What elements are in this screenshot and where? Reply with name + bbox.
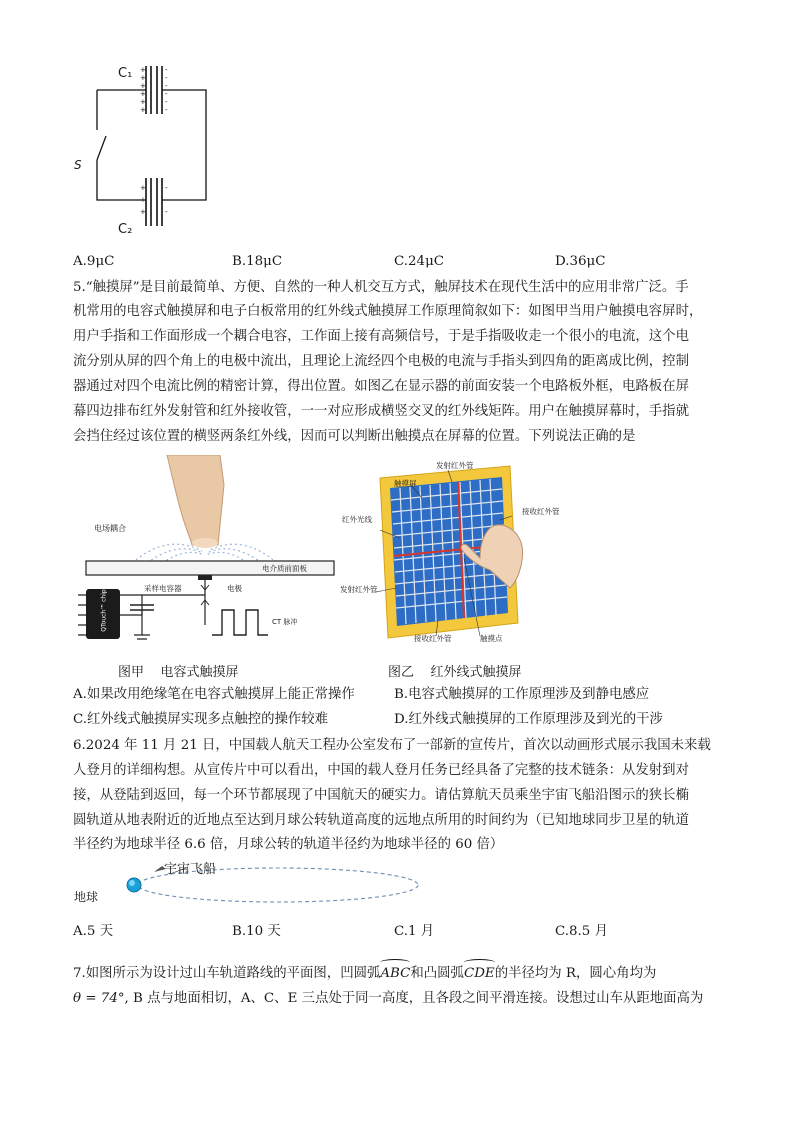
spaceship-label: 宇宙飞船 bbox=[164, 862, 217, 877]
q5-line-6: 幕四边排布红外发射管和红外接收管，一一对应形成横竖交叉的红外线矩阵。用户在触摸屏幕时，手指就 bbox=[73, 404, 689, 419]
q6-line-3: 接，从登陆到返回，每一个环节都展现了中国航天的硬实力。请估算航天员乘坐宇宙飞船沿图示的狭长椭 bbox=[73, 788, 689, 803]
svg-text:-: - bbox=[165, 90, 168, 98]
q4-option-b: B.18μC bbox=[232, 254, 283, 269]
q5-option-c: C.红外线式触摸屏实现多点触控的操作较难 bbox=[73, 712, 329, 727]
q5-option-a: A.如果改用绝缘笔在电容式触摸屏上能正常操作 bbox=[73, 687, 355, 702]
fig-a-caption: 图甲 电容式触摸屏 bbox=[118, 665, 239, 680]
capacitive-touch-figure bbox=[72, 455, 347, 655]
svg-text:+: + bbox=[140, 82, 146, 90]
screen-label: 触摸屏 bbox=[394, 479, 417, 488]
q7-line-1 bbox=[73, 962, 656, 984]
recv-right-label: 接收红外管 bbox=[522, 507, 560, 516]
sample-capacitor-label: 采样电容器 bbox=[144, 584, 182, 593]
q7-text-d: , B 点与地面相切，A、C、E 三点处于同一高度，且各段之间平滑连接。设想过山车从距地面高为 bbox=[124, 991, 704, 1006]
pulse-label: CT 脉冲 bbox=[272, 618, 298, 626]
q7-text-b: 和凸圆弧 bbox=[410, 966, 464, 981]
q6-option-a: A.5 天 bbox=[73, 924, 114, 939]
electrode-label: 电极 bbox=[227, 584, 242, 593]
svg-text:+: + bbox=[140, 98, 146, 106]
q7-text-a: 7.如图所示为设计过山车轨道路线的平面图，凹圆弧 bbox=[73, 966, 381, 981]
q5-line-2: 机常用的电容式触摸屏和电子白板常用的红外线式触摸屏工作原理简叙如下：如图甲当用户触摸电容屏时， bbox=[73, 304, 703, 319]
q6-line-1: 6.2024 年 11 月 21 日，中国载人航天工程办公室发布了一部新的宣传片，首次以动画形式展示我国未来载 bbox=[73, 738, 711, 753]
chip-label: QTouch™ chip bbox=[100, 589, 108, 632]
c2-label: C₂ bbox=[118, 222, 133, 237]
arc-cde: CDE bbox=[464, 962, 495, 984]
emit-left-label: 发射红外管 bbox=[340, 585, 378, 594]
capacitor-circuit-figure bbox=[72, 60, 222, 246]
svg-text:+: + bbox=[140, 208, 146, 216]
q4-option-c: C.24μC bbox=[394, 254, 445, 269]
q5-line-5: 器通过对四个电流比例的精密计算，得出位置。如图乙在显示器的前面安装一个电路板外框，电路板在屏 bbox=[73, 379, 689, 394]
q5-line-4: 流分别从屏的四个角上的电极中流出，且理论上流经四个电极的电流与手指头到四角的距离成比例，控制 bbox=[73, 354, 689, 369]
svg-text:-: - bbox=[165, 98, 168, 106]
q6-line-2: 人登月的详细构想。从宣传片中可以看出，中国的载人登月任务已经具备了完整的技术链条：从发射到对 bbox=[73, 763, 689, 778]
q5-line-1: 5.“触摸屏”是目前最简单、方便、自然的一种人机交互方式，触屏技术在现代生活中的应用非常广泛。手 bbox=[73, 280, 689, 295]
svg-text:+: + bbox=[140, 196, 146, 204]
svg-text:-: - bbox=[165, 208, 168, 216]
svg-text:-: - bbox=[165, 106, 168, 114]
arc-abc: ABC bbox=[380, 962, 410, 984]
theta-value: θ = 74° bbox=[73, 991, 125, 1006]
svg-text:-: - bbox=[165, 82, 168, 90]
c1-label: C₁ bbox=[118, 66, 133, 81]
q6-option-c: C.1 月 bbox=[394, 924, 435, 939]
svg-text:+: + bbox=[140, 106, 146, 114]
q7-line-2 bbox=[73, 989, 703, 1009]
q5-option-b: B.电容式触摸屏的工作原理涉及到静电感应 bbox=[394, 687, 650, 702]
emit-top-label: 发射红外管 bbox=[436, 461, 474, 470]
panel-label: 电介质前面板 bbox=[262, 564, 307, 573]
svg-text:+: + bbox=[140, 184, 146, 192]
svg-text:+: + bbox=[140, 90, 146, 98]
svg-text:-: - bbox=[165, 196, 168, 204]
q6-option-b: B.10 天 bbox=[232, 924, 281, 939]
svg-text:-: - bbox=[165, 74, 168, 82]
q4-option-d: D.36μC bbox=[555, 254, 606, 269]
svg-text:+: + bbox=[140, 74, 146, 82]
recv-bottom-label: 接收红外管 bbox=[414, 634, 452, 643]
q5-line-7: 会挡住经过该位置的横竖两条红外线，因而可以判断出触摸点在屏幕的位置。下列说法正确的是 bbox=[73, 429, 636, 444]
field-coupling-label: 电场耦合 bbox=[94, 524, 126, 533]
q4-option-a: A.9μC bbox=[73, 254, 115, 269]
q5-line-3: 用户手指和工作面形成一个耦合电容，工作面上接有高频信号，于是手指吸收走一个很小的电流，这个电 bbox=[73, 329, 689, 344]
ir-line-label: 红外光线 bbox=[342, 515, 372, 524]
svg-text:-: - bbox=[165, 66, 168, 74]
q6-line-5: 半径约为地球半径 6.6 倍，月球公转的轨道半径约为地球半径的 60 倍） bbox=[73, 837, 504, 852]
fig-b-caption: 图乙 红外线式触摸屏 bbox=[388, 665, 522, 680]
orbit-figure bbox=[72, 858, 422, 908]
q6-line-4: 圆轨道从地表附近的近地点至达到月球公转轨道高度的远地点所用的时间约为（已知地球同步卫星的轨道 bbox=[73, 813, 689, 828]
earth-label: 地球 bbox=[74, 890, 99, 904]
infrared-touch-figure bbox=[340, 458, 570, 648]
svg-text:+: + bbox=[140, 66, 146, 74]
switch-label: S bbox=[74, 158, 82, 172]
q5-option-d: D.红外线式触摸屏的工作原理涉及到光的干涉 bbox=[394, 712, 663, 727]
touch-point-label: 触摸点 bbox=[480, 634, 503, 643]
q7-text-c: 的半径均为 R，圆心角均为 bbox=[494, 966, 657, 981]
svg-text:-: - bbox=[165, 184, 168, 192]
q6-option-d: C.8.5 月 bbox=[555, 924, 608, 939]
